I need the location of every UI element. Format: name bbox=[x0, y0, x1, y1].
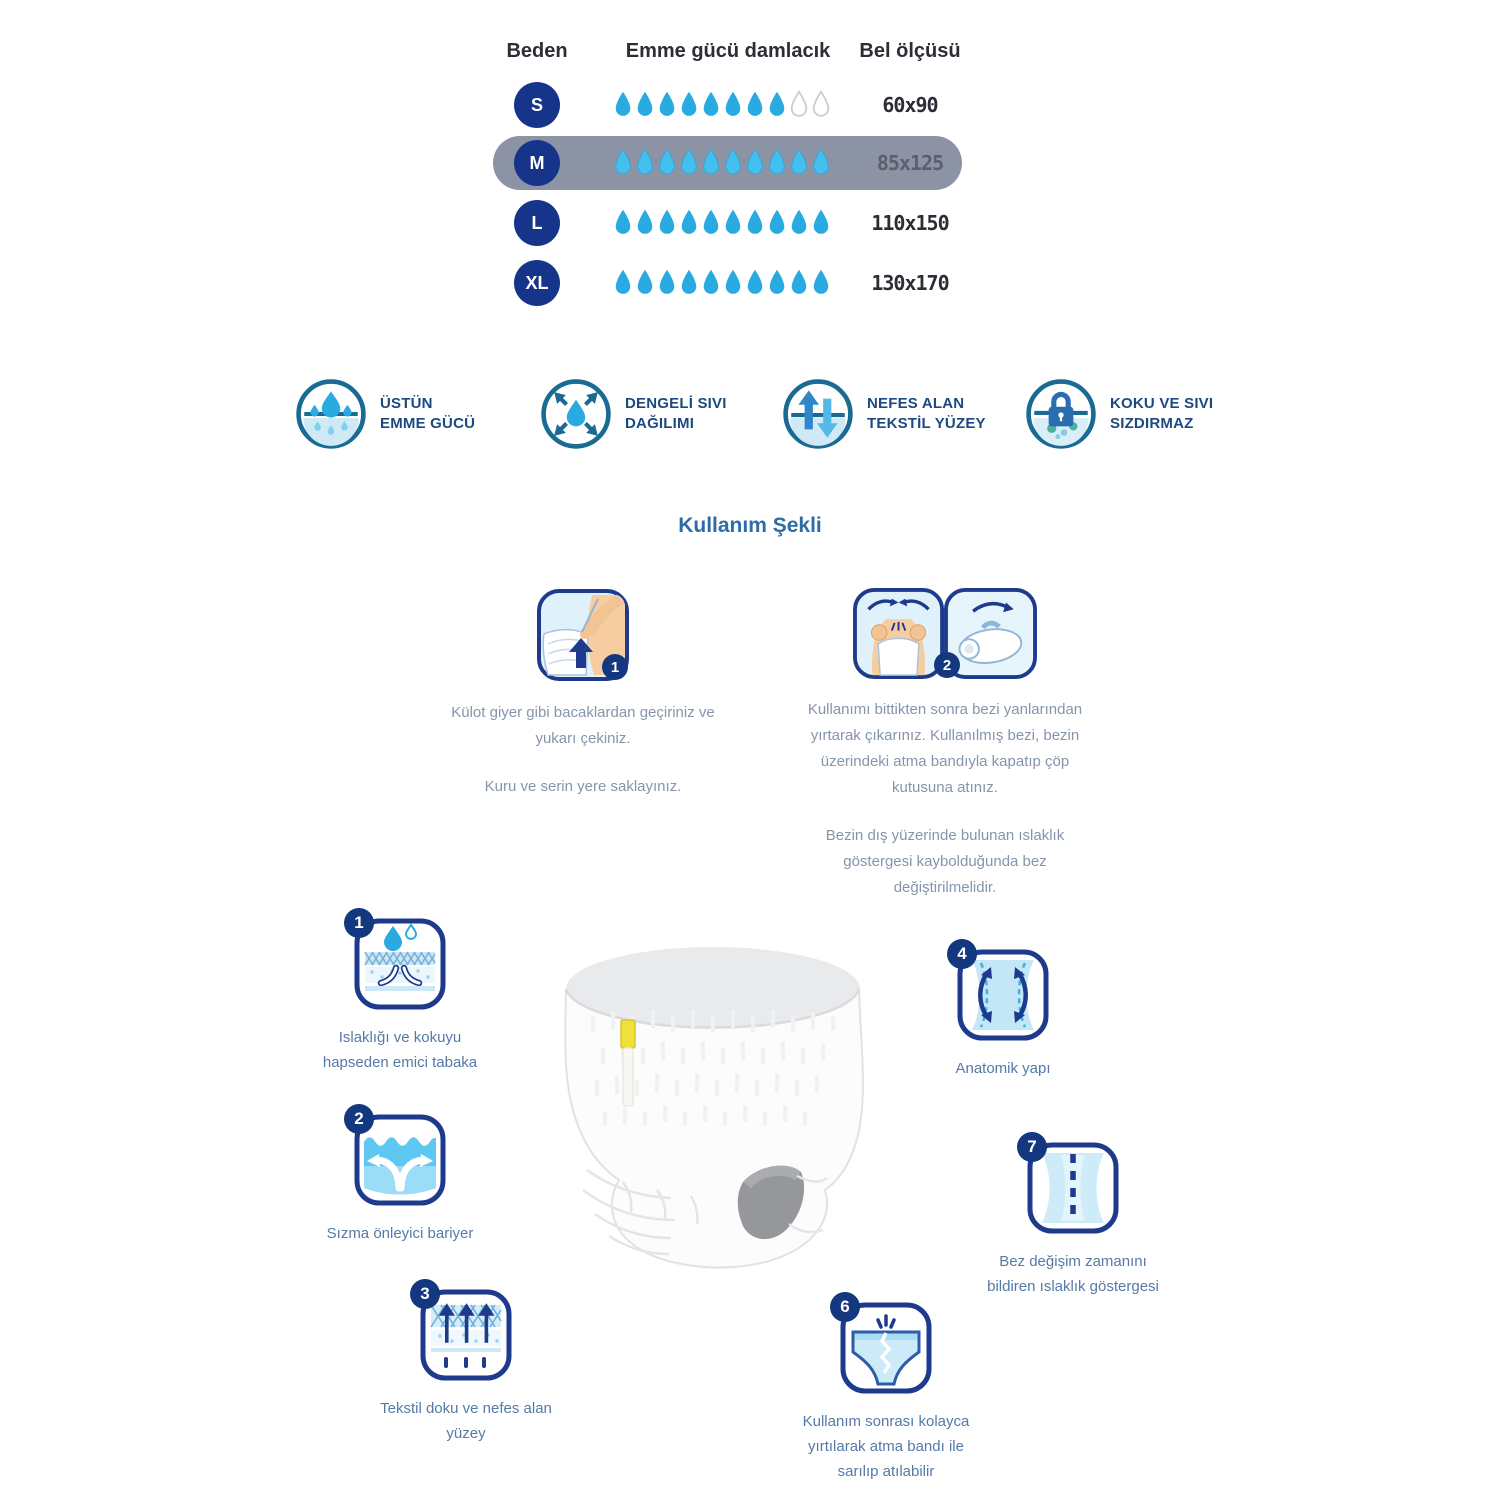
droplet-filled-icon bbox=[811, 148, 831, 177]
droplet-filled-icon bbox=[679, 268, 699, 297]
size-badge bbox=[514, 200, 560, 246]
size-badge bbox=[514, 140, 560, 186]
callout-1 bbox=[315, 913, 485, 1075]
callout-6 bbox=[791, 1297, 981, 1484]
droplet-filled-icon bbox=[701, 268, 721, 297]
pull-up-step-illustration bbox=[536, 588, 630, 682]
usage-section-title: Kullanım Şekli bbox=[678, 514, 822, 537]
absorbency-drops bbox=[613, 208, 831, 237]
droplet-filled-icon bbox=[679, 148, 699, 177]
feature-item bbox=[1025, 378, 1213, 450]
waist-measurement: 130x170 bbox=[871, 271, 949, 295]
waist-measurement: 110x150 bbox=[871, 211, 949, 235]
droplet-filled-icon bbox=[657, 90, 677, 119]
droplet-filled-icon bbox=[767, 90, 787, 119]
leak-barrier-icon bbox=[352, 1109, 448, 1208]
droplet-filled-icon bbox=[613, 268, 633, 297]
droplet-filled-icon bbox=[745, 208, 765, 237]
waist-measurement: 85x125 bbox=[876, 151, 944, 175]
droplet-filled-icon bbox=[811, 208, 831, 237]
callout-4 bbox=[918, 944, 1088, 1081]
feature-label-line: TEKSTİL YÜZEY bbox=[867, 415, 986, 432]
size-letter: L bbox=[531, 212, 543, 233]
breathable-textile-icon bbox=[782, 378, 854, 450]
droplet-filled-icon bbox=[701, 208, 721, 237]
usage-step-text bbox=[792, 697, 1098, 923]
droplet-filled-icon bbox=[745, 90, 765, 119]
callout-7 bbox=[973, 1137, 1173, 1299]
size-row-l bbox=[0, 200, 1500, 246]
droplet-filled-icon bbox=[635, 90, 655, 119]
size-badge bbox=[514, 82, 560, 128]
absorbency-drops bbox=[613, 148, 831, 177]
size-letter: XL bbox=[525, 272, 549, 293]
droplet-filled-icon bbox=[789, 148, 809, 177]
droplet-filled-icon bbox=[679, 90, 699, 119]
tear-and-dispose-icon bbox=[838, 1297, 934, 1396]
absorbency-drops bbox=[613, 268, 831, 297]
droplet-filled-icon bbox=[811, 268, 831, 297]
usage-step-text bbox=[430, 700, 736, 822]
droplet-filled-icon bbox=[767, 208, 787, 237]
textile-surface-icon bbox=[418, 1284, 514, 1383]
callout-number-badge: 2 bbox=[344, 1104, 374, 1134]
usage-paragraph: Kullanımı bittikten sonra bezi yanlarından yırtarak çıkarınız. Kullanılmış bezi, bezin üzerindeki atma bandıyla kapatıp çöp kutusuna atınız. bbox=[807, 701, 1083, 796]
droplet-filled-icon bbox=[701, 148, 721, 177]
droplet-empty-icon bbox=[811, 90, 831, 119]
tear-roll-step-illustration bbox=[853, 588, 1037, 679]
wetness-indicator-icon bbox=[1025, 1137, 1121, 1236]
droplet-filled-icon bbox=[613, 208, 633, 237]
feature-item bbox=[295, 378, 475, 450]
droplet-filled-icon bbox=[723, 90, 743, 119]
size-letter: M bbox=[529, 152, 545, 173]
feature-label-line: NEFES ALAN bbox=[867, 395, 965, 412]
callout-number-badge: 6 bbox=[830, 1292, 860, 1322]
product-image bbox=[545, 932, 880, 1312]
liquid-distribution-icon bbox=[540, 378, 612, 450]
usage-paragraph: Külot giyer gibi bacaklardan geçiriniz ve yukarı çekiniz. bbox=[451, 704, 715, 747]
feature-label-line: DENGELİ SIVI bbox=[625, 395, 727, 412]
callout-label: Kullanım sonrası kolayca yırtılarak atma bandı ile sarılıp atılabilir bbox=[802, 1413, 970, 1480]
droplet-filled-icon bbox=[767, 148, 787, 177]
size-letter: S bbox=[530, 94, 543, 115]
size-row-m bbox=[0, 140, 1500, 186]
callout-number-badge: 7 bbox=[1017, 1132, 1047, 1162]
callout-label: Sızma önleyici bariyer bbox=[326, 1225, 474, 1242]
droplet-filled-icon bbox=[789, 268, 809, 297]
callout-3 bbox=[366, 1284, 566, 1446]
usage-step-1 bbox=[430, 588, 736, 822]
feature-label-line: EMME GÜCÜ bbox=[380, 415, 476, 432]
step-number-badge: 2 bbox=[934, 652, 960, 678]
size-badge bbox=[514, 260, 560, 306]
droplet-filled-icon bbox=[635, 148, 655, 177]
anatomic-shape-icon bbox=[955, 944, 1051, 1043]
droplet-filled-icon bbox=[613, 90, 633, 119]
absorbency-drops bbox=[613, 90, 831, 119]
size-column-header: Beden bbox=[506, 40, 568, 62]
callout-2 bbox=[315, 1109, 485, 1246]
odor-liquid-lock-icon bbox=[1025, 378, 1097, 450]
droplet-filled-icon bbox=[679, 208, 699, 237]
feature-label bbox=[380, 394, 475, 434]
size-row-xl bbox=[0, 260, 1500, 306]
droplet-filled-icon bbox=[745, 268, 765, 297]
feature-label-line: ÜSTÜN bbox=[380, 395, 433, 412]
feature-label-line: KOKU VE SIVI bbox=[1110, 395, 1214, 412]
droplet-filled-icon bbox=[635, 268, 655, 297]
droplet-filled-icon bbox=[723, 148, 743, 177]
absorbency-column-header: Emme gücü damlacık bbox=[625, 40, 831, 62]
callout-label: Bez değişim zamanını bildiren ıslaklık göstergesi bbox=[987, 1253, 1159, 1295]
waist-column-header: Bel ölçüsü bbox=[859, 40, 961, 62]
feature-label-line: SIZDIRMAZ bbox=[1110, 415, 1194, 432]
usage-step-2 bbox=[792, 588, 1098, 923]
feature-item bbox=[540, 378, 727, 450]
waist-measurement: 60x90 bbox=[882, 93, 938, 117]
droplet-filled-icon bbox=[767, 268, 787, 297]
droplet-filled-icon bbox=[613, 148, 633, 177]
absorbent-layer-icon bbox=[352, 913, 448, 1012]
feature-item bbox=[782, 378, 986, 450]
callout-label: Islaklığı ve kokuyu hapseden emici tabaka bbox=[322, 1029, 478, 1071]
size-row-s bbox=[0, 82, 1500, 128]
feature-label bbox=[625, 394, 727, 434]
droplet-filled-icon bbox=[723, 268, 743, 297]
feature-label bbox=[1110, 394, 1213, 434]
step-number-badge: 1 bbox=[602, 654, 628, 680]
droplet-filled-icon bbox=[657, 268, 677, 297]
callout-number-badge: 4 bbox=[947, 939, 977, 969]
feature-label-line: DAĞILIMI bbox=[625, 415, 695, 432]
callout-number-badge: 3 bbox=[410, 1279, 440, 1309]
droplet-filled-icon bbox=[745, 148, 765, 177]
callout-label: Anatomik yapı bbox=[955, 1060, 1051, 1077]
droplet-filled-icon bbox=[723, 208, 743, 237]
usage-paragraph: Bezin dış yüzerinde bulunan ıslaklık göstergesi kaybolduğunda bez değiştirilmelidir. bbox=[825, 827, 1065, 896]
droplet-filled-icon bbox=[657, 148, 677, 177]
droplet-filled-icon bbox=[789, 208, 809, 237]
droplet-filled-icon bbox=[635, 208, 655, 237]
callout-label: Tekstil doku ve nefes alan yüzey bbox=[380, 1400, 552, 1442]
absorbency-drops-icon bbox=[295, 378, 367, 450]
usage-paragraph: Kuru ve serin yere saklayınız. bbox=[484, 778, 682, 795]
feature-label bbox=[867, 394, 986, 434]
droplet-empty-icon bbox=[789, 90, 809, 119]
callout-number-badge: 1 bbox=[344, 908, 374, 938]
droplet-filled-icon bbox=[657, 208, 677, 237]
droplet-filled-icon bbox=[701, 90, 721, 119]
